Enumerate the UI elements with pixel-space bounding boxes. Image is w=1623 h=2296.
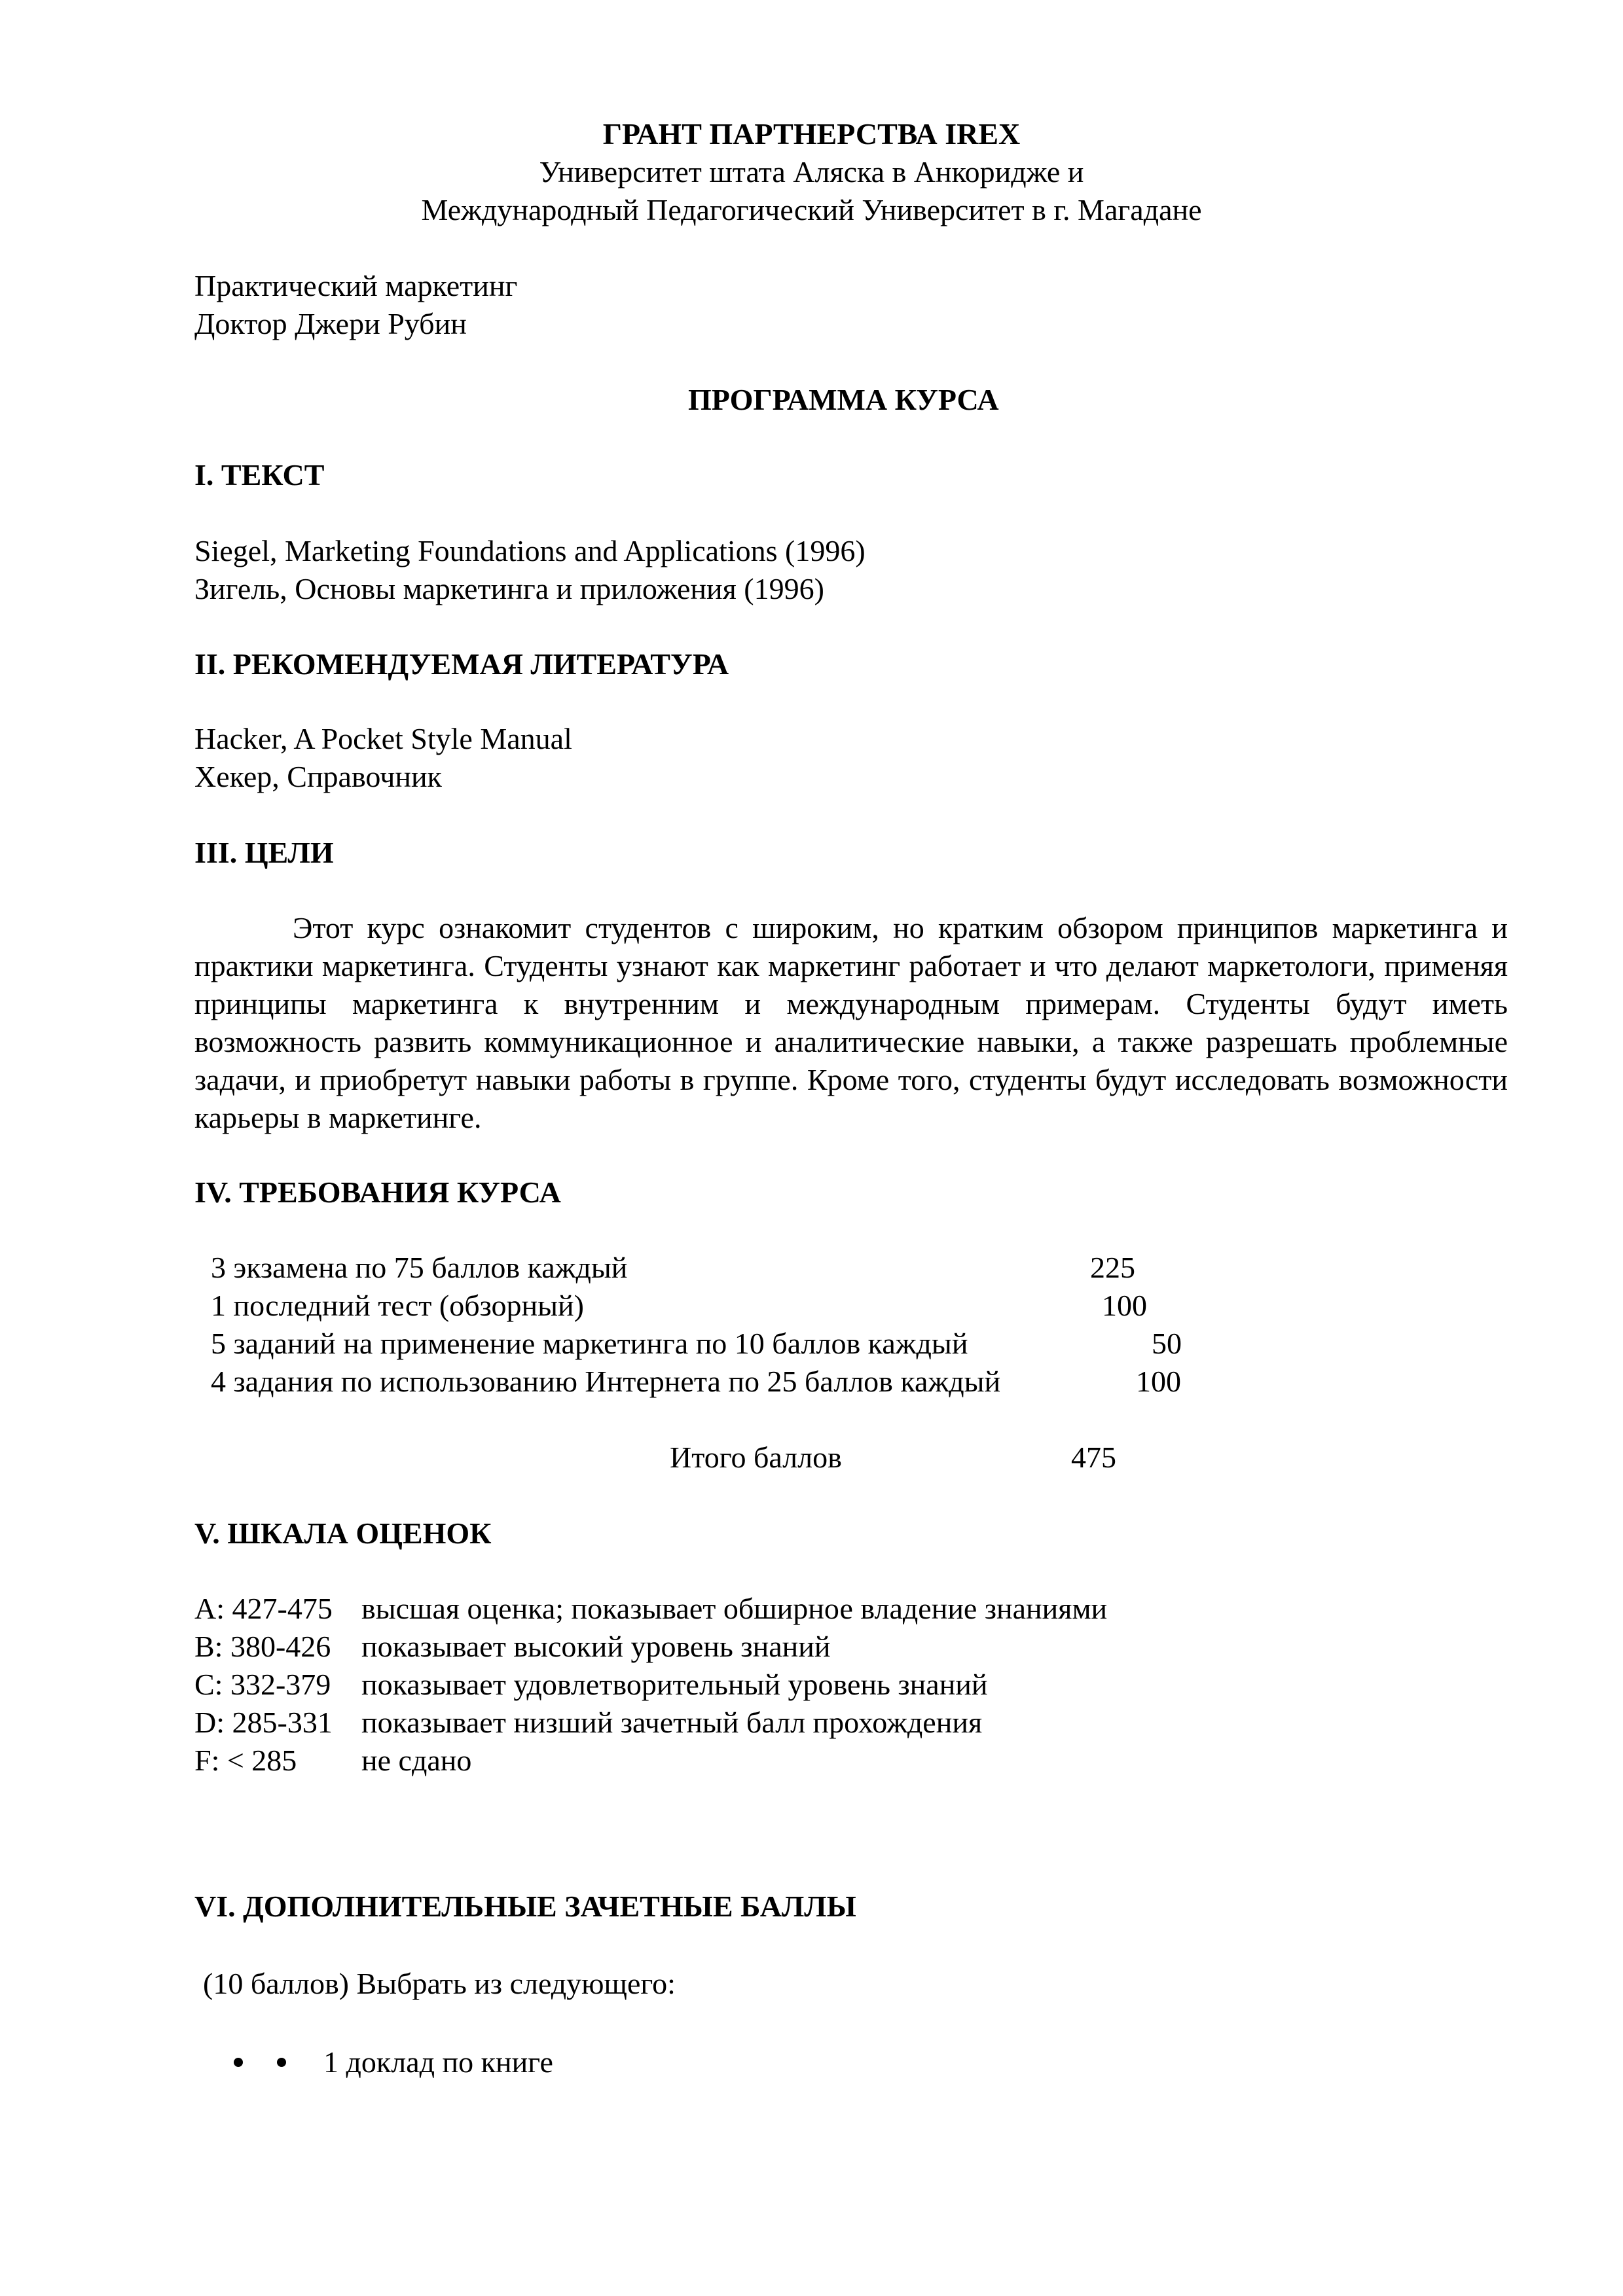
bullet-icon (234, 2058, 243, 2067)
bullet-icon (277, 2058, 286, 2067)
requirement-label-4: 4 задания по использованию Интернета по 25 баллов каждый (211, 1365, 1001, 1398)
section-heading-grading: V. ШКАЛА ОЦЕНОК (194, 1516, 492, 1550)
extra-intro: (10 баллов) Выбрать из следующего: (203, 1967, 676, 2000)
grade-desc-b: показывает высокий уровень знаний (361, 1630, 831, 1663)
grade-range-b: B: 380-426 (194, 1630, 331, 1663)
grade-range-c: C: 332-379 (194, 1668, 331, 1701)
goals-paragraph-text: Этот курс ознакомит студентов с широким, но кратким обзором принципов маркетинга и практики маркетинга. Студенты узнают как маркетинг работает и что делают маркетологи, применяя принципы маркетинга к внутренним и международным примерам. Студенты будут иметь возможность развить коммуникационное и аналитические навыки, а также разрешать проблемные задачи, и приобретут навыки работы в группе. Кроме того, студенты будут исследовать возможности карьеры в маркетинге. (194, 911, 1508, 1134)
grade-desc-d: показывает низший зачетный балл прохождения (361, 1706, 983, 1739)
requirement-label-3: 5 заданий на применение маркетинга по 10 баллов каждый (211, 1327, 968, 1360)
section-heading-goals: III. ЦЕЛИ (194, 836, 334, 869)
course-name: Практический маркетинг (194, 269, 518, 302)
grant-title: ГРАНТ ПАРТНЕРСТВА IREX (602, 117, 1021, 151)
requirement-points-1: 225 (1090, 1251, 1135, 1284)
grade-desc-c: показывает удовлетворительный уровень знаний (361, 1668, 988, 1701)
section-heading-text: I. ТЕКСТ (194, 458, 325, 492)
program-title: ПРОГРАММА КУРСА (688, 383, 999, 416)
text-line-2: Зигель, Основы маркетинга и приложения (1996) (194, 572, 824, 605)
instructor-name: Доктор Джери Рубин (194, 307, 467, 340)
requirement-points-3: 50 (1152, 1327, 1182, 1360)
total-value: 475 (1071, 1441, 1116, 1474)
section-heading-literature: II. РЕКОМЕНДУЕМАЯ ЛИТЕРАТУРА (194, 647, 729, 681)
goals-paragraph (194, 909, 1508, 1137)
literature-line-1: Hacker, A Pocket Style Manual (194, 722, 572, 755)
requirement-label-1: 3 экзамена по 75 баллов каждый (211, 1251, 628, 1284)
text-line-1: Siegel, Marketing Foundations and Applications (1996) (194, 534, 866, 567)
grade-range-d: D: 285-331 (194, 1706, 333, 1739)
grade-desc-f: не сдано (361, 1744, 472, 1777)
section-heading-requirements: IV. ТРЕБОВАНИЯ КУРСА (194, 1175, 561, 1209)
requirement-label-2: 1 последний тест (обзорный) (211, 1289, 584, 1322)
literature-line-2: Хекер, Справочник (194, 760, 442, 793)
extra-item-text: 1 доклад по книге (323, 2045, 553, 2079)
grade-range-a: A: 427-475 (194, 1592, 333, 1625)
grade-desc-a: высшая оценка; показывает обширное владение знаниями (361, 1592, 1108, 1625)
total-label: Итого баллов (670, 1441, 842, 1474)
grade-range-f: F: < 285 (194, 1744, 297, 1777)
requirement-points-2: 100 (1102, 1289, 1147, 1322)
requirement-points-4: 100 (1136, 1365, 1181, 1398)
section-heading-extra: VI. ДОПОЛНИТЕЛЬНЫЕ ЗАЧЕТНЫЕ БАЛЛЫ (194, 1890, 856, 1923)
extra-list-item (234, 2043, 553, 2081)
header-line-3: Международный Педагогический Университет в г. Магадане (421, 193, 1202, 226)
header-line-2: Университет штата Аляска в Анкоридже и (539, 155, 1084, 188)
